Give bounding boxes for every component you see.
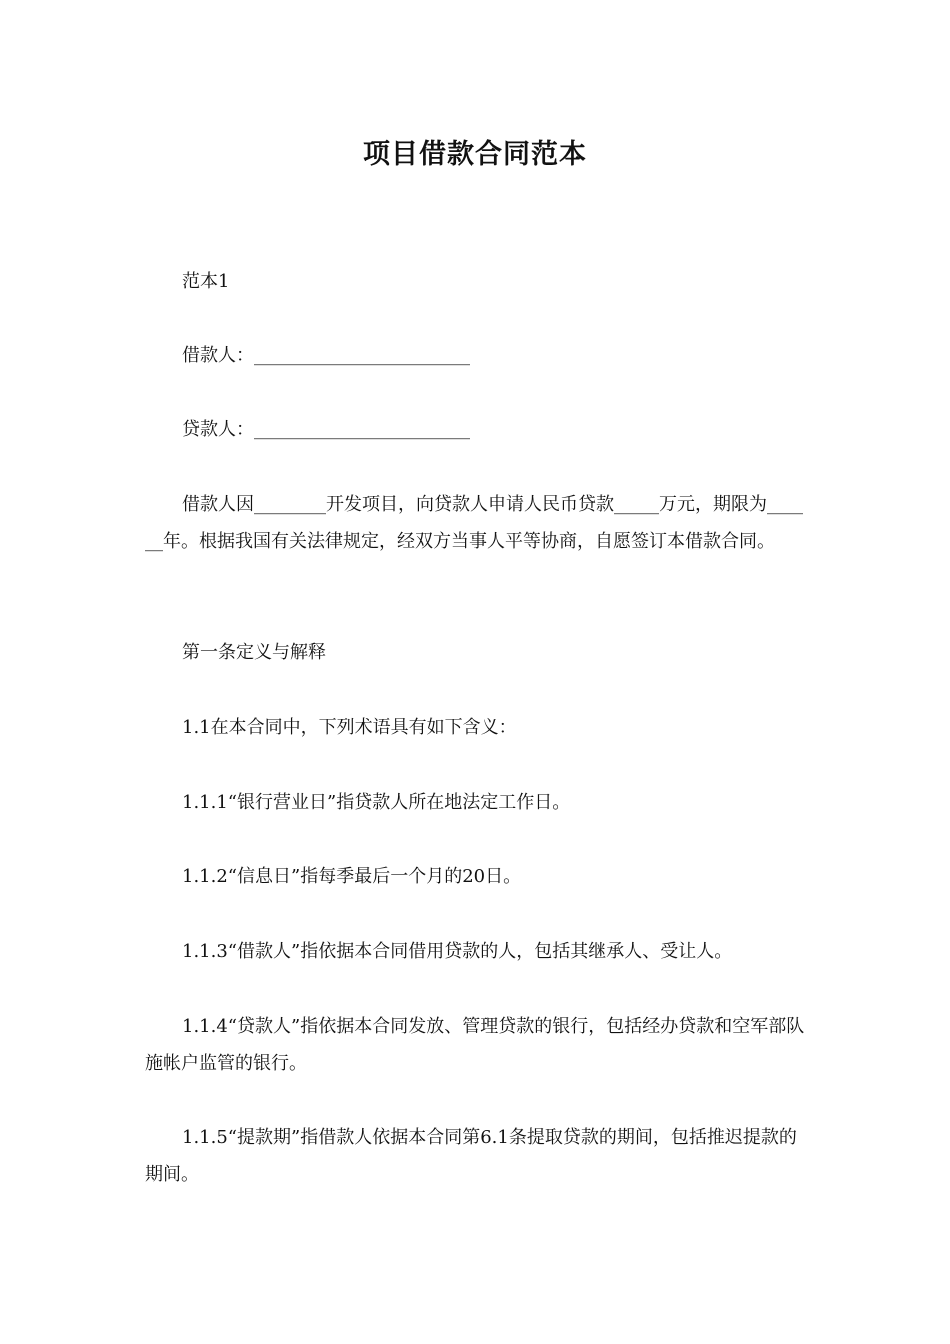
paragraph-borrower: 借款人：________________________ (182, 345, 470, 366)
paragraph-clause-1-1-5: 1.1.5“提款期”指借款人依据本合同第6.1条提取贷款的期间，包括推迟提款的期间。 (145, 1127, 797, 1185)
paragraph-lender: 贷款人：________________________ (182, 419, 470, 440)
paragraph-clause-1-1-3: 1.1.3“借款人”指依据本合同借用贷款的人，包括其继承人、受让人。 (182, 941, 733, 962)
paragraph-clause-1-1: 1.1在本合同中，下列术语具有如下含义： (182, 717, 517, 738)
paragraph-article-one-heading: 第一条定义与解释 (182, 642, 326, 663)
paragraph-preamble: 借款人因________开发项目，向贷款人申请人民币贷款_____万元，期限为______年。根据我国有关法律规定，经双方当事人平等协商，自愿签订本借款合同。 (145, 494, 803, 552)
paragraph-clause-1-1-2: 1.1.2“信息日”指每季最后一个月的20日。 (182, 866, 522, 887)
paragraph-clause-1-1-1: 1.1.1“银行营业日”指贷款人所在地法定工作日。 (182, 792, 571, 813)
paragraph-clause-1-1-4: 1.1.4“贷款人”指依据本合同发放、管理贷款的银行，包括经办贷款和空军部队施帐户监管的银行。 (145, 1016, 805, 1074)
document-title: 项目借款合同范本 (363, 139, 587, 170)
paragraph-template-number: 范本1 (182, 271, 230, 292)
